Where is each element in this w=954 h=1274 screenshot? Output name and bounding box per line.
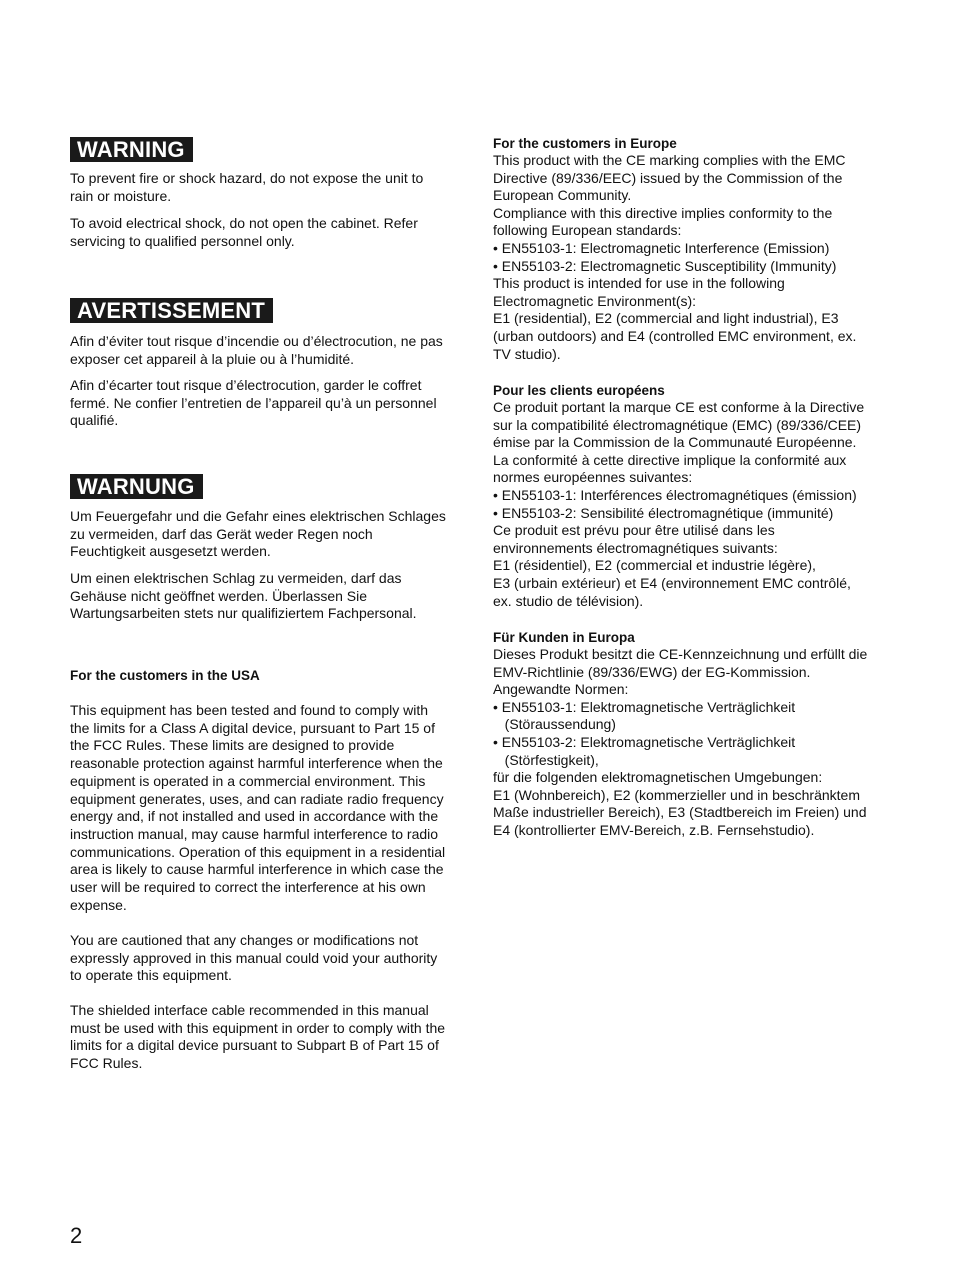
warnung-heading: WARNUNG (70, 474, 203, 499)
text-line: rain or moisture. (70, 187, 172, 204)
text-line: qualifié. (70, 412, 119, 429)
text-line: Dieses Produkt besitzt die CE-Kennzeichnung und erfüllt die (493, 646, 868, 662)
text-line: user will be required to correct the interference at his own (70, 879, 426, 896)
text-line: • EN55103-1: Electromagnetic Interference (Emission) (493, 239, 830, 256)
text-line: • EN55103-1: Elektromagnetische Verträglichkeit (493, 698, 796, 715)
avertissement-paragraph-2 (70, 377, 462, 430)
text-line: FCC Rules. (70, 1055, 143, 1072)
text-line: equipment is operated in a commercial environment. This (70, 772, 426, 789)
text-line: TV studio). (493, 345, 561, 362)
page-number: 2 (70, 1223, 83, 1248)
text-line: exposer cet appareil à la pluie ou à l’humidité. (70, 350, 355, 367)
europe-en-text (493, 152, 885, 363)
text-line: (urban outdoors) and E4 (controlled EMC environment, ex. (493, 327, 857, 344)
text-line: To prevent fire or shock hazard, do not expose the unit to (70, 170, 424, 186)
text-line: • EN55103-2: Elektromagnetische Verträglichkeit (493, 733, 796, 750)
text-line: für die folgenden elektromagnetischen Umgebungen: (493, 769, 823, 786)
text-line: fermé. Ne confier l’entretien de l’appareil qu’à un personnel (70, 394, 437, 411)
text-line: the limits for a Class A digital device, pursuant to Part 15 of (70, 719, 435, 736)
text-line: The shielded interface cable recommended in this manual (70, 1002, 429, 1018)
text-line: must be used with this equipment in order to comply with the (70, 1019, 446, 1036)
warnung-paragraph-1 (70, 508, 462, 561)
text-line: equipment generates, uses, and can radiate radio frequency (70, 790, 444, 807)
europe-fr-title: Pour les clients européens (493, 383, 665, 398)
text-line: environnements électromagnétiques suivants: (493, 539, 778, 556)
text-line: This equipment has been tested and found to comply with (70, 702, 428, 718)
text-line: following European standards: (493, 222, 682, 239)
text-line: reasonable protection against harmful interference when the (70, 755, 443, 772)
text-line: Afin d’éviter tout risque d’incendie ou d’électrocution, ne pas (70, 333, 443, 349)
text-line: servicing to qualified personnel only. (70, 232, 295, 249)
text-line: expense. (70, 896, 127, 913)
text-line: • EN55103-2: Electromagnetic Susceptibility (Immunity) (493, 257, 837, 274)
text-line: • EN55103-1: Interférences électromagnétiques (émission) (493, 486, 857, 503)
europe-de-title: Für Kunden in Europa (493, 630, 635, 645)
text-line: normes européennes suivantes: (493, 469, 693, 486)
text-line: Compliance with this directive implies conformity to the (493, 204, 833, 221)
text-line: energy and, if not installed and used in accordance with the (70, 808, 439, 825)
text-line: This product is intended for use in the following (493, 275, 785, 292)
text-line: Gehäuse nicht geöffnet werden. Überlassen Sie (70, 587, 368, 604)
avertissement-paragraph-1 (70, 333, 462, 368)
usa-section-title: For the customers in the USA (70, 668, 260, 683)
usa-paragraph-3 (70, 1002, 462, 1073)
text-line: This product with the CE marking complies with the EMC (493, 152, 846, 168)
europe-de-text (493, 646, 885, 840)
text-line: Um Feuergefahr und die Gefahr eines elektrischen Schlages (70, 508, 446, 524)
text-line: Ce produit portant la marque CE est conforme à la Directive (493, 399, 865, 415)
text-line: Directive (89/336/EEC) issued by the Commission of the (493, 169, 843, 186)
warnung-paragraph-2 (70, 570, 462, 623)
text-line: to operate this equipment. (70, 967, 232, 984)
text-line: E1 (résidentiel), E2 (commercial et industrie légère), (493, 557, 816, 574)
europe-en-title: For the customers in Europe (493, 136, 677, 151)
text-line: Feuchtigkeit ausgesetzt werden. (70, 543, 271, 560)
text-line: La conformité à cette directive implique la conformité aux (493, 451, 847, 468)
usa-paragraph-1 (70, 702, 462, 914)
text-line: Um einen elektrischen Schlag zu vermeiden, darf das (70, 570, 402, 586)
text-line: Angewandte Normen: (493, 681, 629, 698)
text-line: sur la compatibilité électromagnétique (EMC) (89/336/CEE) (493, 416, 862, 433)
text-line: EMV-Richtlinie (89/336/EWG) der EG-Kommission. (493, 663, 811, 680)
text-line: Afin d’écarter tout risque d’électrocution, garder le coffret (70, 377, 422, 393)
text-line: area is likely to cause harmful interference in which case the (70, 861, 444, 878)
text-line: E1 (residential), E2 (commercial and light industrial), E3 (493, 310, 839, 327)
warning-paragraph-2 (70, 215, 462, 250)
warning-heading: WARNING (70, 137, 193, 162)
text-line: communications. Operation of this equipment in a residential (70, 843, 446, 860)
text-line: instruction manual, may cause harmful interference to radio (70, 825, 439, 842)
text-line: European Community. (493, 187, 632, 204)
warning-paragraph-1 (70, 170, 462, 205)
text-line: Ce produit est prévu pour être utilisé dans les (493, 522, 775, 539)
text-line: (Störfestigkeit), (493, 751, 599, 768)
text-line: E1 (Wohnbereich), E2 (kommerzieller und in beschränktem (493, 786, 861, 803)
usa-paragraph-2 (70, 932, 462, 985)
text-line: (Störaussendung) (493, 716, 616, 733)
text-line: Wartungsarbeiten stets nur qualifiziertem Fachpersonal. (70, 605, 417, 622)
text-line: limits for a digital device pursuant to Subpart B of Part 15 of (70, 1037, 439, 1054)
text-line: E4 (kontrollierter EMV-Bereich, z.B. Fernsehstudio). (493, 821, 815, 838)
text-line: Electromagnetic Environment(s): (493, 292, 697, 309)
europe-fr-text (493, 399, 885, 610)
text-line: To avoid electrical shock, do not open the cabinet. Refer (70, 215, 418, 231)
avertissement-heading: AVERTISSEMENT (70, 298, 273, 323)
text-line: You are cautioned that any changes or modifications not (70, 932, 419, 948)
text-line: the FCC Rules. These limits are designed to provide (70, 737, 395, 754)
text-line: Maße industrieller Bereich), E3 (Stadtbereich im Freien) und (493, 804, 867, 821)
text-line: expressly approved in this manual could void your authority (70, 949, 438, 966)
text-line: ex. studio de télévision). (493, 592, 644, 609)
text-line: E3 (urbain extérieur) et E4 (environnement EMC contrôlé, (493, 574, 851, 591)
text-line: zu vermeiden, darf das Gerät weder Regen noch (70, 525, 373, 542)
text-line: émise par la Commission de la Communauté Européenne. (493, 434, 857, 451)
text-line: • EN55103-2: Sensibilité électromagnétique (immunité) (493, 504, 834, 521)
